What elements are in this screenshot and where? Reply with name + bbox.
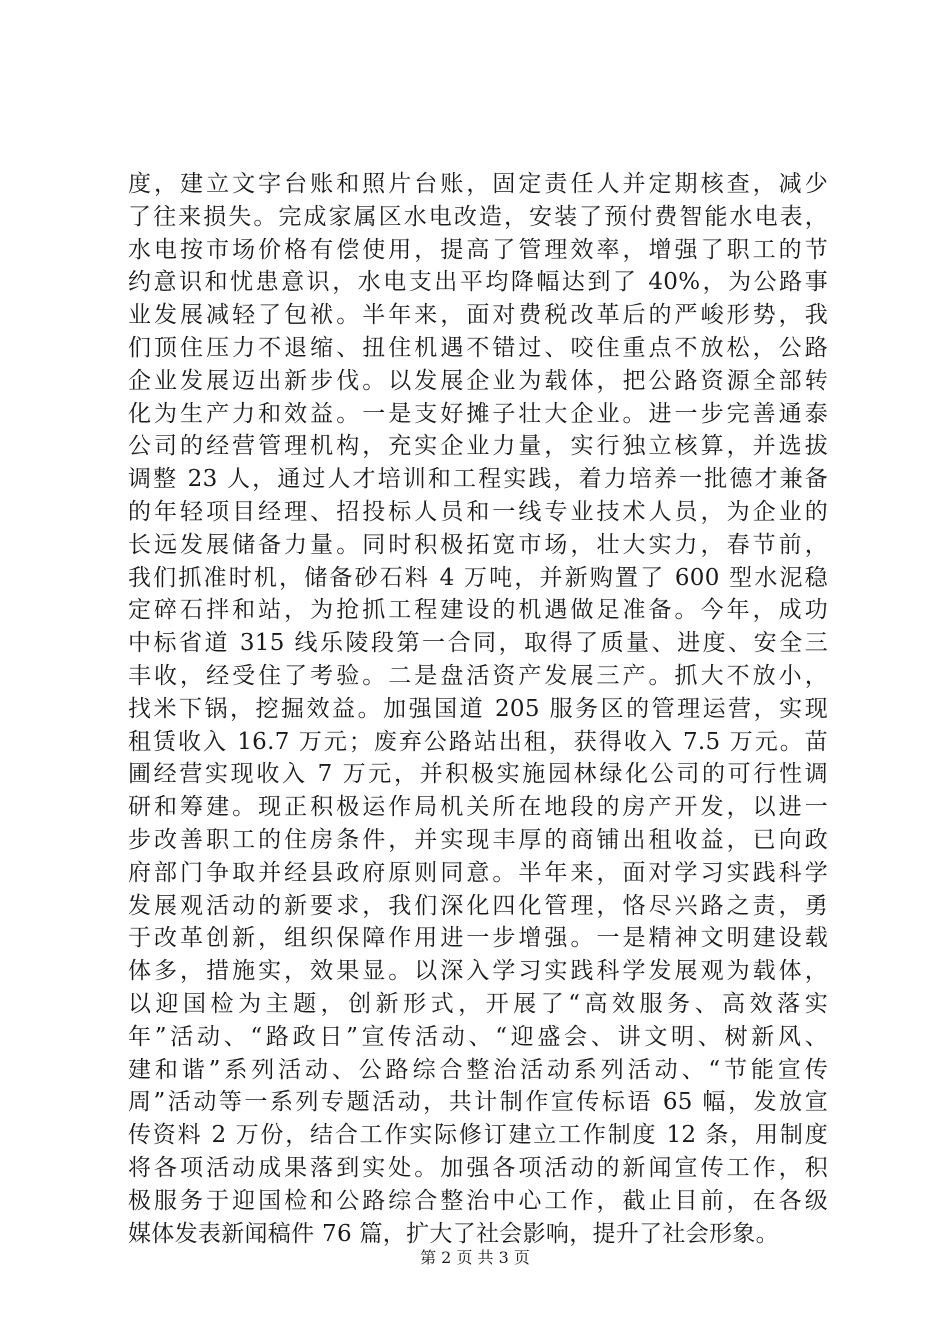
text-line: 传资料 2 万份，结合工作实际修订建立工作制度 12 条，用制度 [128, 1122, 828, 1149]
text-line: 于改革创新，组织保障作用进一步增强。一是精神文明建设载 [128, 925, 828, 952]
text-line: 公司的经营管理机构，充实企业力量，实行独立核算，并选拔 [128, 433, 828, 460]
text-line: 化为生产力和效益。一是支好摊子壮大企业。进一步完善通泰 [128, 400, 828, 427]
page-footer [0, 1248, 950, 1268]
text-line: 将各项活动成果落到实处。加强各项活动的新闻宣传工作，积 [128, 1154, 828, 1181]
text-line: 步改善职工的住房条件，并实现丰厚的商铺出租收益，已向政 [128, 826, 828, 853]
text-line: 丰收，经受住了考验。二是盘活资产发展三产。抓大不放小， [128, 662, 828, 689]
text-line: 中标省道 315 线乐陵段第一合同，取得了质量、进度、安全三 [128, 630, 828, 657]
page-number-label: 第 2 页 共 3 页 [420, 1248, 530, 1267]
text-line: 建和谐”系列活动、公路综合整治活动系列活动、“节能宣传 [128, 1056, 828, 1083]
text-line: 度，建立文字台账和照片台账，固定责任人并定期核查，减少 [128, 171, 828, 197]
text-line: 了往来损失。完成家属区水电改造，安装了预付费智能水电表， [128, 203, 828, 230]
text-line: 极服务于迎国检和公路综合整治中心工作，截止目前，在各级 [128, 1187, 828, 1214]
text-line: 年”活动、“路政日”宣传活动、“迎盛会、讲文明、树新风、 [128, 1023, 828, 1050]
text-line: 长远发展储备力量。同时积极拓宽市场，壮大实力，春节前， [128, 531, 828, 558]
text-line: 周”活动等一系列专题活动，共计制作宣传标语 65 幅，发放宣 [128, 1089, 828, 1116]
text-line: 我们抓准时机，储备砂石料 4 万吨，并新购置了 600 型水泥稳 [128, 564, 828, 591]
text-line: 业发展减轻了包袱。半年来，面对费税改革后的严峻形势，我 [128, 302, 828, 329]
text-line: 们顶住压力不退缩、扭住机遇不错过、咬住重点不放松，公路 [128, 334, 828, 361]
text-line: 调整 23 人，通过人才培训和工程实践，着力培养一批德才兼备 [128, 466, 828, 493]
text-line: 约意识和忧患意识，水电支出平均降幅达到了 40%，为公路事 [128, 269, 828, 296]
text-line: 研和筹建。现正积极运作局机关所在地段的房产开发，以进一 [128, 794, 828, 821]
body-text [128, 168, 828, 1250]
text-line: 以迎国检为主题，创新形式，开展了“高效服务、高效落实 [128, 990, 828, 1017]
text-line: 圃经营实现收入 7 万元，并积极实施园林绿化公司的可行性调 [128, 761, 828, 788]
text-line: 府部门争取并经县政府原则同意。半年来，面对学习实践科学 [128, 859, 828, 886]
text-line: 媒体发表新闻稿件 76 篇，扩大了社会影响，提升了社会形象。 [128, 1220, 779, 1247]
text-line: 发展观活动的新要求，我们深化四化管理，恪尽兴路之责，勇 [128, 892, 828, 919]
text-line: 企业发展迈出新步伐。以发展企业为载体，把公路资源全部转 [128, 367, 828, 394]
text-line: 租赁收入 16.7 万元；废弃公路站出租，获得收入 7.5 万元。苗 [128, 728, 828, 755]
text-line: 的年轻项目经理、招投标人员和一线专业技术人员，为企业的 [128, 498, 828, 525]
text-line: 水电按市场价格有偿使用，提高了管理效率，增强了职工的节 [128, 236, 828, 263]
text-line: 找米下锅，挖掘效益。加强国道 205 服务区的管理运营，实现 [128, 695, 828, 722]
text-line: 体多，措施实，效果显。以深入学习实践科学发展观为载体， [128, 958, 828, 985]
text-line: 定碎石拌和站，为抢抓工程建设的机遇做足准备。今年，成功 [128, 597, 828, 624]
